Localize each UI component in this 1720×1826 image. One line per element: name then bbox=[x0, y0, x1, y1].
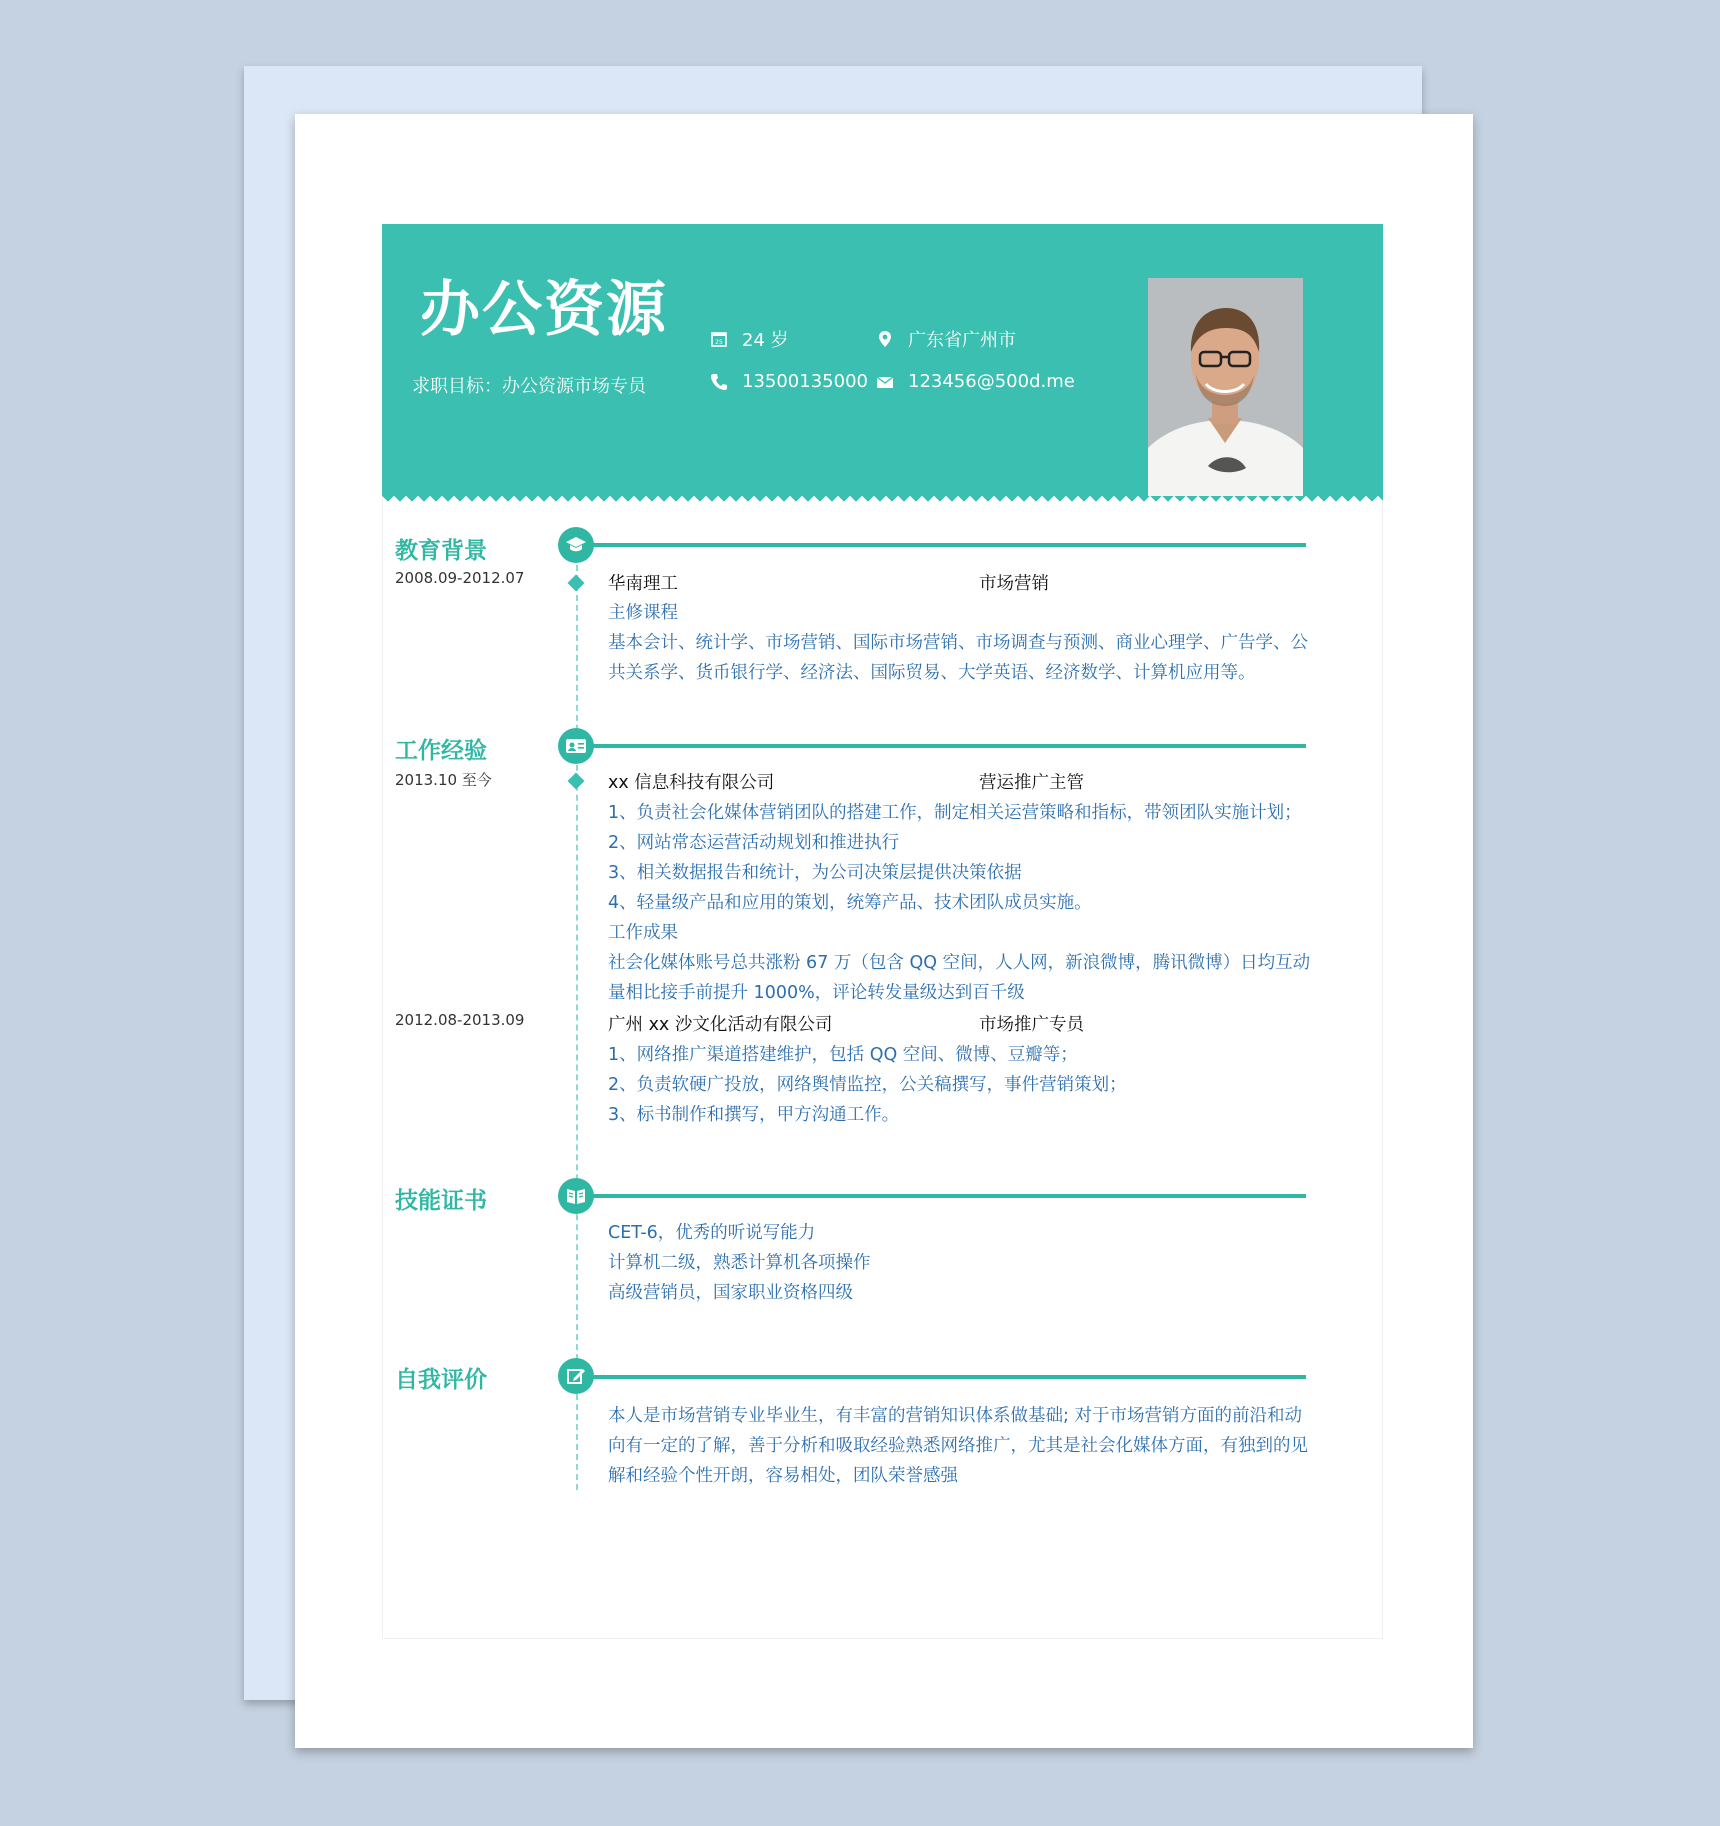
education-title: 教育背景 bbox=[395, 538, 487, 564]
courses-line: 基本会计、统计学、市场营销、国际市场营销、市场调查与预测、商业心理学、广告学、公 bbox=[608, 633, 1308, 653]
location-text: 广东省广州市 bbox=[908, 330, 1016, 351]
courses-label: 主修课程 bbox=[608, 603, 678, 623]
profile-photo bbox=[1148, 278, 1303, 496]
job-objective: 求职目标：办公资源市场专员 bbox=[412, 376, 646, 397]
job-duty-line: 2、负责软硬广投放，网络舆情监控，公关稿撰写，事件营销策划； bbox=[608, 1075, 1127, 1095]
self-evaluation-divider bbox=[592, 1375, 1306, 1379]
skills-title: 技能证书 bbox=[395, 1188, 487, 1214]
age-text: 24 岁 bbox=[742, 330, 789, 351]
phone-info bbox=[710, 371, 868, 392]
id-card-icon bbox=[565, 735, 587, 757]
education-major: 市场营销 bbox=[979, 574, 1049, 594]
calendar-icon bbox=[710, 330, 728, 348]
skill-line: 高级营销员，国家职业资格四级 bbox=[608, 1283, 853, 1303]
email-info bbox=[876, 371, 1075, 392]
job-achievement-line: 社会化媒体账号总共涨粉 67 万（包含 QQ 空间，人人网，新浪微博，腾讯微博）日均互动 bbox=[608, 953, 1311, 973]
svg-text:25: 25 bbox=[715, 339, 723, 346]
job-duty-line: 3、相关数据报告和统计，为公司决策层提供决策依据 bbox=[608, 863, 1022, 883]
skills-divider bbox=[592, 1194, 1306, 1198]
age-info bbox=[710, 326, 789, 352]
job-duty-line: 3、标书制作和撰写，甲方沟通工作。 bbox=[608, 1105, 900, 1125]
timeline-line bbox=[576, 545, 578, 1490]
job-duty-line: 4、轻量级产品和应用的策划，统筹产品、技术团队成员实施。 bbox=[608, 893, 1092, 913]
job-achievement-line: 量相比接手前提升 1000%，评论转发量级达到百千级 bbox=[608, 983, 1025, 1003]
map-pin-icon bbox=[876, 330, 894, 348]
education-date: 2008.09-2012.07 bbox=[395, 569, 525, 587]
header-zigzag-edge bbox=[382, 496, 1383, 506]
job-date: 2013.10 至今 bbox=[395, 771, 492, 789]
skills-section-badge bbox=[558, 1178, 594, 1214]
job-duty-line: 2、网站常态运营活动规划和推进执行 bbox=[608, 833, 900, 853]
self-evaluation-line: 解和经验个性开朗，容易相处，团队荣誉感强 bbox=[608, 1466, 958, 1486]
phone-text: 13500135000 bbox=[742, 371, 868, 392]
skill-line: 计算机二级，熟悉计算机各项操作 bbox=[608, 1253, 871, 1273]
open-book-icon bbox=[565, 1185, 587, 1207]
job-achievement-label: 工作成果 bbox=[608, 923, 678, 943]
job-company: xx 信息科技有限公司 bbox=[608, 773, 775, 793]
self-evaluation-badge bbox=[558, 1358, 594, 1394]
job-position: 营运推广主管 bbox=[979, 773, 1084, 793]
applicant-name: 办公资源 bbox=[420, 275, 668, 345]
graduation-cap-icon bbox=[565, 534, 587, 556]
email-text: 123456@500d.me bbox=[908, 371, 1075, 392]
person-portrait-image bbox=[1148, 278, 1303, 496]
job-duty-line: 1、网络推广渠道搭建维护，包括 QQ 空间、微博、豆瓣等； bbox=[608, 1045, 1078, 1065]
self-evaluation-line: 向有一定的了解，善于分析和吸取经验熟悉网络推广，尤其是社会化媒体方面，有独到的见 bbox=[608, 1436, 1308, 1456]
courses-line: 共关系学、货币银行学、经济法、国际贸易、大学英语、经济数学、计算机应用等。 bbox=[608, 663, 1256, 683]
work-divider bbox=[592, 744, 1306, 748]
job-company: 广州 xx 沙文化活动有限公司 bbox=[608, 1015, 833, 1035]
education-section-badge bbox=[558, 527, 594, 563]
education-divider bbox=[592, 543, 1306, 547]
edit-icon bbox=[565, 1365, 587, 1387]
work-section-badge bbox=[558, 728, 594, 764]
self-evaluation-title: 自我评价 bbox=[395, 1367, 487, 1393]
job-position: 市场推广专员 bbox=[979, 1015, 1084, 1035]
location-info bbox=[876, 326, 1016, 352]
job-date: 2012.08-2013.09 bbox=[395, 1011, 525, 1029]
skill-line: CET-6，优秀的听说写能力 bbox=[608, 1223, 816, 1243]
work-title: 工作经验 bbox=[395, 738, 487, 764]
envelope-icon bbox=[876, 373, 894, 391]
phone-icon bbox=[710, 373, 728, 391]
education-school: 华南理工 bbox=[608, 574, 678, 594]
job-duty-line: 1、负责社会化媒体营销团队的搭建工作，制定相关运营策略和指标，带领团队实施计划； bbox=[608, 803, 1302, 823]
self-evaluation-line: 本人是市场营销专业毕业生，有丰富的营销知识体系做基础; 对于市场营销方面的前沿和动 bbox=[608, 1406, 1302, 1426]
